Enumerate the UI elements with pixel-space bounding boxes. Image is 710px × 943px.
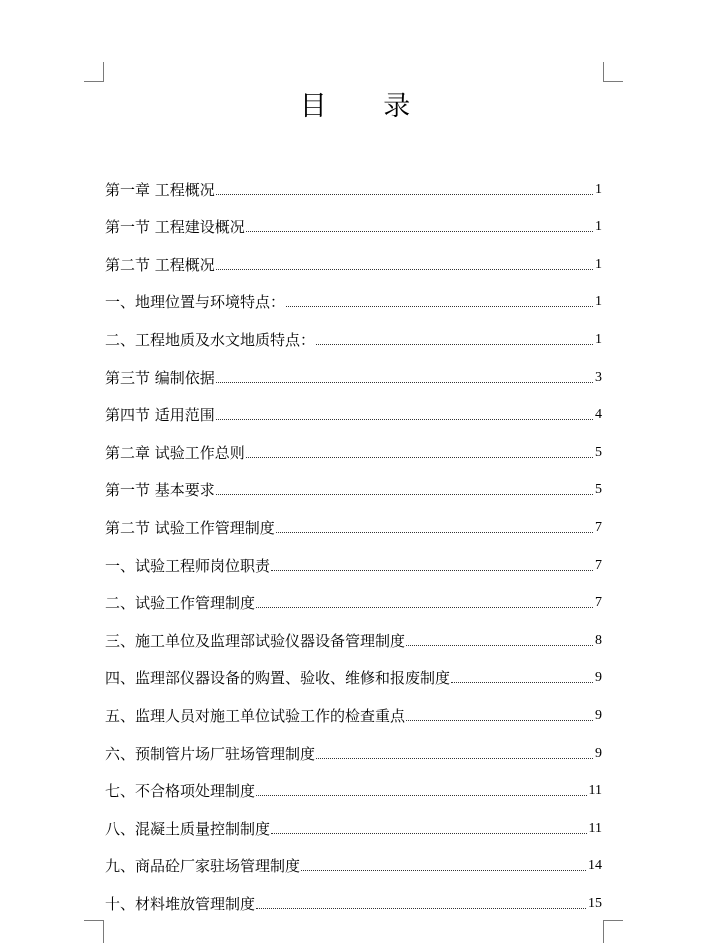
toc-entry[interactable] <box>105 274 602 312</box>
toc-page-number: 15 <box>588 895 602 911</box>
toc-entry[interactable] <box>105 199 602 237</box>
toc-page-number: 9 <box>595 707 602 723</box>
toc-entry-text: 七、不合格项处理制度 <box>105 782 256 801</box>
crop-mark-top-right <box>603 81 623 82</box>
toc-page-number: 1 <box>595 294 602 310</box>
toc-entry[interactable] <box>105 499 602 537</box>
toc-entry-text: 八、混凝土质量控制制度 <box>105 819 271 838</box>
toc-entry-text: 一、地理位置与环境特点： <box>105 293 286 312</box>
toc-page-number: 1 <box>595 331 602 347</box>
toc-dot-leader <box>216 493 593 495</box>
toc-dot-leader <box>256 794 587 796</box>
toc-entry[interactable] <box>105 349 602 387</box>
toc-entry[interactable] <box>105 838 602 876</box>
toc-entry[interactable] <box>105 612 602 650</box>
toc-dot-leader <box>271 569 593 571</box>
toc-dot-leader <box>216 381 593 383</box>
toc-page-number: 7 <box>595 595 602 611</box>
crop-mark-bottom-right <box>603 920 604 943</box>
toc-page-number: 3 <box>595 369 602 385</box>
toc-page-number: 1 <box>595 181 602 197</box>
toc-dot-leader <box>406 719 593 721</box>
toc-entry[interactable] <box>105 236 602 274</box>
toc-page-number: 9 <box>595 670 602 686</box>
toc-entry[interactable] <box>105 387 602 425</box>
toc-dot-leader <box>451 681 593 683</box>
toc-dot-leader <box>301 869 586 871</box>
toc-entry[interactable] <box>105 875 602 913</box>
toc-entry[interactable] <box>105 650 602 688</box>
toc-entry-text: 一、试验工程师岗位职责 <box>105 556 271 575</box>
toc-page-number: 11 <box>588 820 602 836</box>
toc-entry[interactable] <box>105 800 602 838</box>
crop-mark-top-left <box>103 62 104 82</box>
toc-entry-text: 五、监理人员对施工单位试验工作的检查重点 <box>105 706 406 725</box>
toc-entry[interactable] <box>105 424 602 462</box>
toc-entry-text: 第一节 基本要求 <box>105 481 215 500</box>
toc-dot-leader <box>316 757 593 759</box>
toc-page-number: 4 <box>595 407 602 423</box>
toc-page-number: 5 <box>595 444 602 460</box>
crop-mark-top-right <box>603 62 604 82</box>
toc-entry[interactable] <box>105 537 602 575</box>
toc-entry-text: 三、施工单位及监理部试验仪器设备管理制度 <box>105 631 406 650</box>
toc-page-number: 7 <box>595 557 602 573</box>
toc-entry-text: 第二节 试验工作管理制度 <box>105 518 275 537</box>
toc-entry-text: 第二节 工程概况 <box>105 255 215 274</box>
toc-entry-text: 第一章 工程概况 <box>105 180 215 199</box>
toc-entry-text: 第三节 编制依据 <box>105 368 215 387</box>
toc-dot-leader <box>406 644 593 646</box>
toc-page-number: 14 <box>588 858 602 874</box>
toc-dot-leader <box>271 832 587 834</box>
toc-entry-text: 四、监理部仪器设备的购置、验收、维修和报废制度 <box>105 669 451 688</box>
toc-entry[interactable] <box>105 725 602 763</box>
toc-page-number: 8 <box>595 632 602 648</box>
toc-entry[interactable] <box>105 311 602 349</box>
toc-entry[interactable] <box>105 687 602 725</box>
toc-entry-text: 第四节 适用范围 <box>105 406 215 425</box>
toc-entry-text: 十、材料堆放管理制度 <box>105 894 256 913</box>
toc-dot-leader <box>216 193 593 195</box>
toc-dot-leader <box>276 531 593 533</box>
toc-entry-text: 九、商品砼厂家驻场管理制度 <box>105 857 301 876</box>
toc-dot-leader <box>316 343 593 345</box>
toc-entry[interactable] <box>105 161 602 199</box>
toc-dot-leader <box>286 305 593 307</box>
toc-page-number: 9 <box>595 745 602 761</box>
toc-dot-leader <box>246 456 593 458</box>
toc-entry[interactable] <box>105 763 602 801</box>
toc-page-number: 11 <box>588 783 602 799</box>
toc-page-number: 5 <box>595 482 602 498</box>
toc-entry-text: 二、工程地质及水文地质特点： <box>105 330 316 349</box>
toc-entry-text: 二、试验工作管理制度 <box>105 594 256 613</box>
toc-dot-leader <box>256 907 586 909</box>
toc-entry-text: 第二章 试验工作总则 <box>105 443 245 462</box>
toc-entry-text: 六、预制管片场厂驻场管理制度 <box>105 744 316 763</box>
toc-entry[interactable] <box>105 575 602 613</box>
toc-dot-leader <box>216 418 593 420</box>
crop-mark-bottom-left <box>84 920 104 921</box>
toc-dot-leader <box>256 606 593 608</box>
toc-dot-leader <box>216 268 593 270</box>
toc-page-number: 7 <box>595 519 602 535</box>
toc-entry-text: 第一节 工程建设概况 <box>105 218 245 237</box>
toc-dot-leader <box>246 230 593 232</box>
toc-entry[interactable] <box>105 462 602 500</box>
table-of-contents <box>105 161 602 913</box>
toc-page-number: 1 <box>595 256 602 272</box>
toc-title: 目 录 <box>299 91 435 122</box>
crop-mark-bottom-right <box>603 920 623 921</box>
crop-mark-bottom-left <box>103 920 104 943</box>
crop-mark-top-left <box>84 81 104 82</box>
toc-page-number: 1 <box>595 219 602 235</box>
